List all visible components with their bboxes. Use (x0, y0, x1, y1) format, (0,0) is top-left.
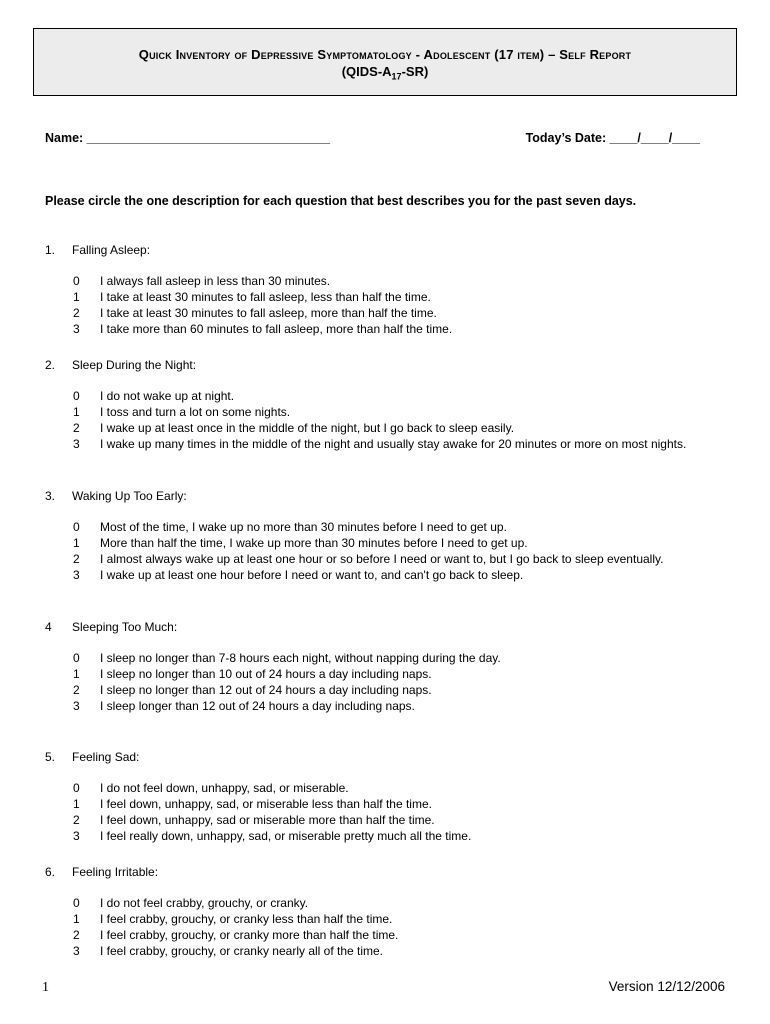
option-number: 0 (73, 651, 80, 665)
question-label: Sleep During the Night: (72, 358, 197, 372)
question-6 (45, 864, 725, 959)
answer-option[interactable] (45, 420, 725, 436)
answer-option[interactable] (45, 698, 725, 714)
document-title: Quick Inventory of Depressive Symptomatology - Adolescent (17 item) – Self Report (138, 47, 632, 62)
answer-option[interactable] (45, 666, 725, 682)
option-number: 2 (73, 683, 80, 697)
option-number: 3 (73, 322, 80, 336)
abbreviation-prefix: (QIDS-A (341, 64, 392, 79)
version-label: Version 12/12/2006 (608, 979, 725, 994)
option-text: Most of the time, I wake up no more than 30 minutes before I need to get up. (100, 520, 507, 534)
question-label: Falling Asleep: (72, 243, 151, 257)
option-number: 3 (73, 437, 80, 451)
option-text: I do not wake up at night. (100, 389, 235, 403)
question-label: Sleeping Too Much: (72, 620, 178, 634)
answer-option[interactable] (45, 927, 725, 943)
option-number: 1 (73, 536, 80, 550)
option-number: 0 (73, 896, 80, 910)
option-number: 2 (73, 928, 80, 942)
answer-option[interactable] (45, 404, 725, 420)
answer-option[interactable] (45, 943, 725, 959)
option-text: I take at least 30 minutes to fall asleep, less than half the time. (100, 290, 431, 304)
option-number: 2 (73, 421, 80, 435)
option-number: 0 (73, 274, 80, 288)
option-number: 2 (73, 306, 80, 320)
answer-option[interactable] (45, 551, 725, 567)
option-text: I feel down, unhappy, sad or miserable more than half the time. (100, 813, 435, 827)
option-number: 1 (73, 667, 80, 681)
name-date-row (45, 131, 700, 145)
option-number: 0 (73, 520, 80, 534)
answer-option[interactable] (45, 911, 725, 927)
page-number: 1 (42, 980, 49, 995)
title-box (33, 28, 737, 96)
answer-option[interactable] (45, 273, 725, 289)
option-number: 3 (73, 944, 80, 958)
option-text: More than half the time, I wake up more than 30 minutes before I need to get up. (100, 536, 528, 550)
answer-option[interactable] (45, 780, 725, 796)
option-text: I sleep no longer than 12 out of 24 hours a day including naps. (100, 683, 432, 697)
option-text: I sleep no longer than 10 out of 24 hours a day including naps. (100, 667, 432, 681)
option-text: I wake up at least one hour before I need or want to, and can't go back to sleep. (100, 568, 524, 582)
question-2 (45, 357, 725, 452)
answer-option[interactable] (45, 321, 725, 337)
option-text: I feel crabby, grouchy, or cranky nearly all of the time. (100, 944, 384, 958)
option-number: 3 (73, 699, 80, 713)
question-5 (45, 749, 725, 844)
option-text: I sleep longer than 12 out of 24 hours a day including naps. (100, 699, 415, 713)
option-number: 3 (73, 568, 80, 582)
option-text: I do not feel down, unhappy, sad, or miserable. (100, 781, 349, 795)
question-4 (45, 619, 725, 714)
question-label: Waking Up Too Early: (72, 489, 187, 503)
option-number: 3 (73, 829, 80, 843)
option-number: 1 (73, 290, 80, 304)
option-text: I wake up many times in the middle of the night and usually stay awake for 20 minutes or more on most nights. (100, 437, 687, 451)
option-text: I wake up at least once in the middle of the night, but I go back to sleep easily. (100, 421, 515, 435)
option-text: I toss and turn a lot on some nights. (100, 405, 291, 419)
option-number: 1 (73, 912, 80, 926)
answer-option[interactable] (45, 519, 725, 535)
option-text: I sleep no longer than 7-8 hours each night, without napping during the day. (100, 651, 501, 665)
option-number: 1 (73, 405, 80, 419)
question-number: 6. (45, 865, 56, 879)
question-number: 5. (45, 750, 56, 764)
answer-option[interactable] (45, 828, 725, 844)
option-number: 0 (73, 781, 80, 795)
option-text: I take more than 60 minutes to fall asleep, more than half the time. (100, 322, 453, 336)
option-number: 2 (73, 552, 80, 566)
question-number: 2. (45, 358, 56, 372)
option-number: 0 (73, 389, 80, 403)
answer-option[interactable] (45, 796, 725, 812)
answer-option[interactable] (45, 895, 725, 911)
answer-option[interactable] (45, 650, 725, 666)
question-3 (45, 488, 725, 583)
option-text: I feel crabby, grouchy, or cranky less than half the time. (100, 912, 393, 926)
answer-option[interactable] (45, 388, 725, 404)
name-field[interactable]: Name: ___________________________________ (45, 131, 330, 145)
question-number: 4 (45, 620, 52, 634)
option-text: I take at least 30 minutes to fall asleep, more than half the time. (100, 306, 437, 320)
option-text: I almost always wake up at least one hour or so before I need or want to, but I go back to sleep eventually. (100, 552, 664, 566)
instructions: Please circle the one description for each question that best describes you for the past seven days. (45, 194, 637, 208)
option-text: I feel down, unhappy, sad, or miserable less than half the time. (100, 797, 432, 811)
answer-option[interactable] (45, 289, 725, 305)
question-label: Feeling Sad: (72, 750, 140, 764)
option-number: 1 (73, 797, 80, 811)
option-text: I feel really down, unhappy, sad, or miserable pretty much all the time. (100, 829, 472, 843)
answer-option[interactable] (45, 567, 725, 583)
question-number: 3. (45, 489, 56, 503)
answer-option[interactable] (45, 436, 725, 452)
abbreviation-subscript: 17 (391, 71, 402, 82)
option-text: I always fall asleep in less than 30 minutes. (100, 274, 331, 288)
document-abbreviation (34, 63, 736, 86)
answer-option[interactable] (45, 305, 725, 321)
option-text: I do not feel crabby, grouchy, or cranky. (100, 896, 309, 910)
option-text: I feel crabby, grouchy, or cranky more than half the time. (100, 928, 399, 942)
abbreviation-suffix: -SR) (401, 64, 429, 79)
question-number: 1. (45, 243, 56, 257)
answer-option[interactable] (45, 682, 725, 698)
answer-option[interactable] (45, 535, 725, 551)
date-field[interactable]: Today’s Date: ____/____/____ (525, 131, 700, 145)
question-1 (45, 242, 725, 337)
option-number: 2 (73, 813, 80, 827)
answer-option[interactable] (45, 812, 725, 828)
question-label: Feeling Irritable: (72, 865, 159, 879)
